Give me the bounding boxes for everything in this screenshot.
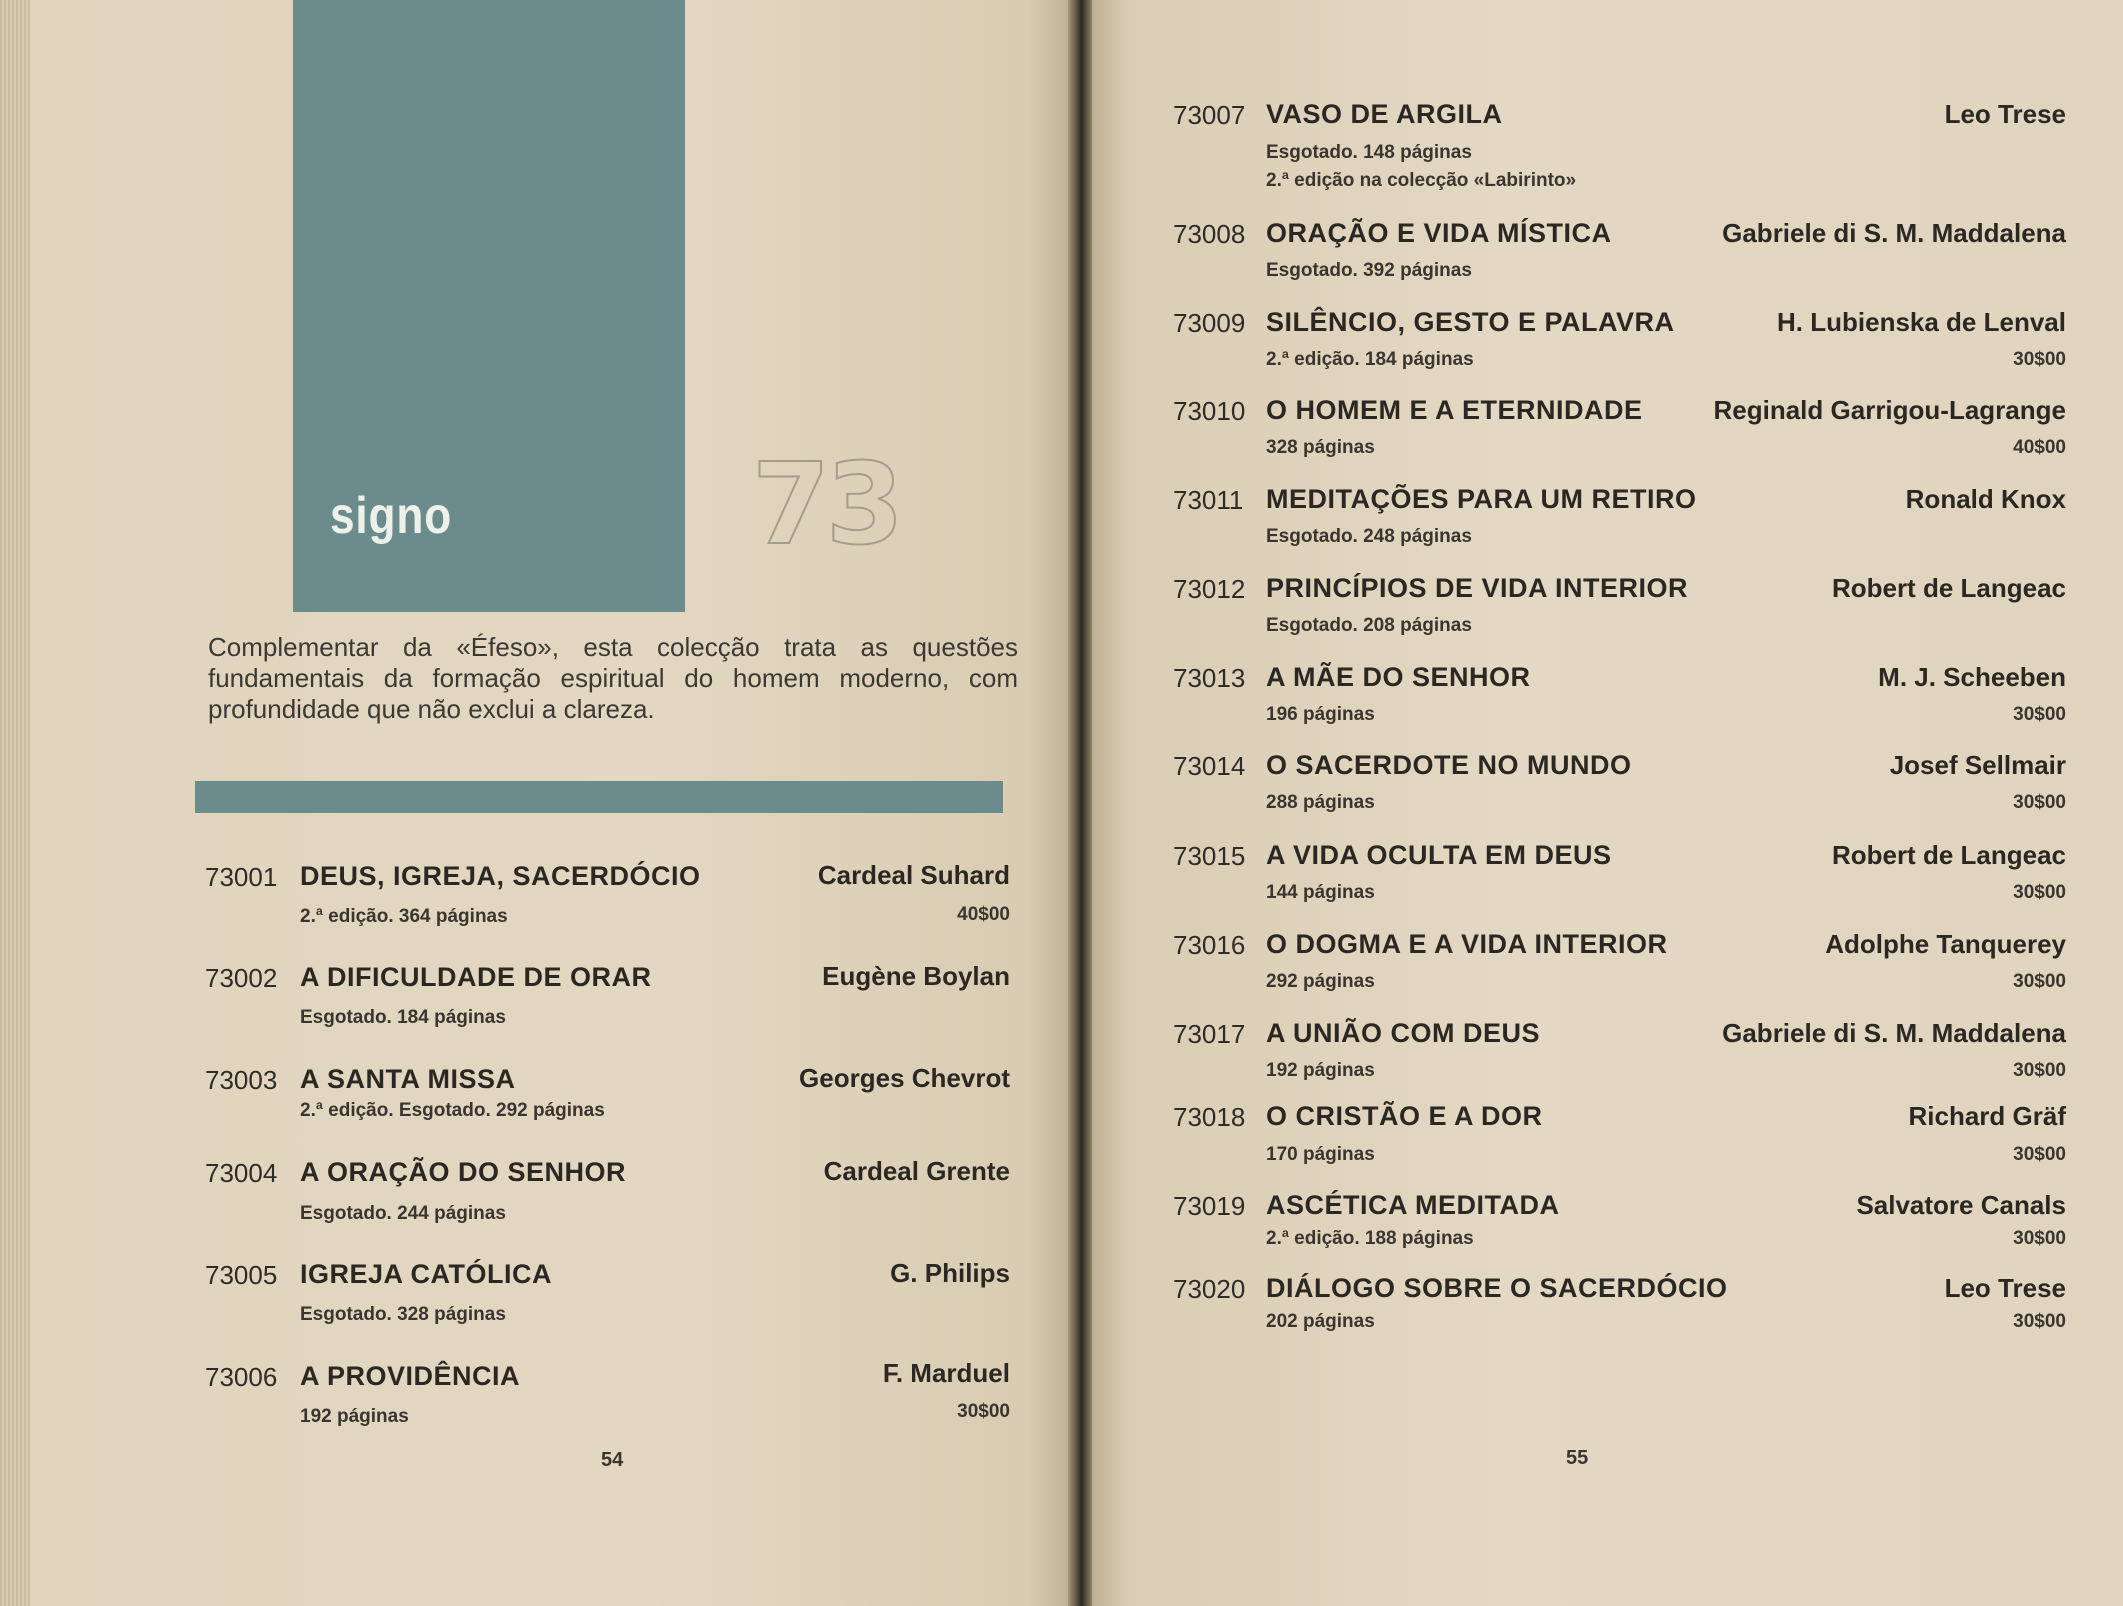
- entry-author: G. Philips: [890, 1258, 1010, 1288]
- entry-title: O SACERDOTE NO MUNDO: [1266, 750, 1632, 780]
- section-divider-bar: [195, 781, 1003, 813]
- entry-code: 73014: [1173, 751, 1246, 781]
- entry-code: 73016: [1173, 930, 1246, 960]
- entry-code: 73019: [1173, 1191, 1246, 1221]
- entry-code: 73005: [205, 1260, 278, 1290]
- entry-author: Salvatore Canals: [1856, 1190, 2066, 1220]
- entry-code: 73006: [205, 1362, 278, 1392]
- collection-number: 73: [752, 440, 900, 570]
- entry-price: 30$00: [957, 1401, 1010, 1422]
- entry-code: 73001: [205, 862, 278, 892]
- entry-title: A PROVIDÊNCIA: [300, 1361, 521, 1391]
- book-spine-gutter: [1068, 0, 1092, 1606]
- entry-title: DIÁLOGO SOBRE O SACERDÓCIO: [1266, 1273, 1728, 1303]
- entry-note: Esgotado. 184 páginas: [300, 1007, 506, 1028]
- entry-note-secondary: 2.ª edição na colecção «Labirinto»: [1266, 170, 1577, 191]
- entry-author: Adolphe Tanquerey: [1825, 929, 2066, 959]
- entry-note: 292 páginas: [1266, 971, 1375, 992]
- page-edge: [0, 0, 30, 1606]
- entry-code: 73015: [1173, 841, 1246, 871]
- entry-price: 30$00: [2013, 971, 2066, 992]
- entry-note: 288 páginas: [1266, 792, 1375, 813]
- entry-note: 2.ª edição. 364 páginas: [300, 906, 508, 927]
- entry-title: SILÊNCIO, GESTO E PALAVRA: [1266, 307, 1675, 337]
- entry-code: 73013: [1173, 663, 1246, 693]
- entry-title: A VIDA OCULTA EM DEUS: [1266, 840, 1612, 870]
- collection-intro: Complementar da «Éfeso», esta colecção trata as questões fundamentais da formação espiritual do homem moderno, com profundidade que não exclui a clareza.: [208, 632, 1018, 724]
- entry-title: A SANTA MISSA: [300, 1064, 516, 1094]
- entry-author: Gabriele di S. M. Maddalena: [1722, 1018, 2066, 1048]
- brand-logo: signo: [330, 487, 453, 545]
- entry-note: Esgotado. 244 páginas: [300, 1203, 506, 1224]
- entry-note: 328 páginas: [1266, 437, 1375, 458]
- entry-title: A MÃE DO SENHOR: [1266, 662, 1531, 692]
- entry-title: IGREJA CATÓLICA: [300, 1259, 553, 1289]
- entry-price: 40$00: [957, 904, 1010, 925]
- entry-title: A ORAÇÃO DO SENHOR: [300, 1157, 627, 1187]
- entry-note: 144 páginas: [1266, 882, 1375, 903]
- entry-title: O DOGMA E A VIDA INTERIOR: [1266, 929, 1668, 959]
- entry-code: 73012: [1173, 574, 1246, 604]
- entry-price: 30$00: [2013, 349, 2066, 370]
- entry-note: Esgotado. 248 páginas: [1266, 526, 1472, 547]
- page-number: 54: [601, 1449, 624, 1471]
- entry-title: O CRISTÃO E A DOR: [1266, 1101, 1543, 1131]
- entry-title: ORAÇÃO E VIDA MÍSTICA: [1266, 218, 1612, 248]
- entry-code: 73004: [205, 1158, 278, 1188]
- entry-note: 202 páginas: [1266, 1311, 1375, 1332]
- entry-author: Robert de Langeac: [1831, 840, 2066, 870]
- entry-price: 30$00: [2013, 1228, 2066, 1249]
- entry-title: O HOMEM E A ETERNIDADE: [1266, 395, 1643, 425]
- entry-author: Josef Sellmair: [1889, 750, 2066, 780]
- entry-title: A DIFICULDADE DE ORAR: [300, 962, 652, 992]
- entry-author: Eugène Boylan: [822, 961, 1010, 991]
- entry-code: 73002: [205, 963, 278, 993]
- entry-title: MEDITAÇÕES PARA UM RETIRO: [1266, 484, 1697, 514]
- entry-note: 196 páginas: [1266, 704, 1375, 725]
- entry-code: 73008: [1173, 219, 1246, 249]
- entry-note: 192 páginas: [1266, 1060, 1375, 1081]
- entry-code: 73007: [1173, 100, 1246, 130]
- entry-code: 73017: [1173, 1019, 1246, 1049]
- entry-note: 2.ª edição. 184 páginas: [1266, 349, 1474, 370]
- entry-author: Robert de Langeac: [1831, 573, 2066, 603]
- entry-code: 73020: [1173, 1274, 1246, 1304]
- entry-author: H. Lubienska de Lenval: [1777, 307, 2066, 337]
- entry-code: 73009: [1173, 308, 1246, 338]
- entry-author: Cardeal Grente: [823, 1156, 1010, 1186]
- entry-author: Leo Trese: [1944, 99, 2066, 129]
- entry-author: Georges Chevrot: [799, 1063, 1010, 1093]
- entry-title: PRINCÍPIOS DE VIDA INTERIOR: [1266, 573, 1689, 603]
- entry-title: DEUS, IGREJA, SACERDÓCIO: [300, 861, 701, 891]
- entry-note: 2.ª edição. 188 páginas: [1266, 1228, 1474, 1249]
- entry-code: 73010: [1173, 396, 1246, 426]
- entry-note: Esgotado. 208 páginas: [1266, 615, 1472, 636]
- entry-price: 30$00: [2013, 882, 2066, 903]
- entry-price: 30$00: [2013, 1311, 2066, 1332]
- entry-note: 170 páginas: [1266, 1144, 1375, 1165]
- entry-price: 40$00: [2013, 437, 2066, 458]
- entry-note: Esgotado. 148 páginas: [1266, 142, 1472, 163]
- entry-code: 73011: [1173, 485, 1244, 515]
- entry-note: 2.ª edição. Esgotado. 292 páginas: [300, 1100, 605, 1121]
- entry-note: 192 páginas: [300, 1406, 409, 1427]
- entry-author: M. J. Scheeben: [1878, 662, 2066, 692]
- entry-author: Cardeal Suhard: [817, 860, 1010, 890]
- entry-author: Reginald Garrigou-Lagrange: [1713, 395, 2066, 425]
- entry-title: VASO DE ARGILA: [1266, 99, 1503, 129]
- entry-price: 30$00: [2013, 1060, 2066, 1081]
- right-page: [1086, 0, 2123, 1606]
- entry-price: 30$00: [2013, 704, 2066, 725]
- entry-title: ASCÉTICA MEDITADA: [1266, 1190, 1560, 1220]
- entry-author: Gabriele di S. M. Maddalena: [1722, 218, 2066, 248]
- entry-author: Ronald Knox: [1905, 484, 2066, 514]
- entry-note: Esgotado. 392 páginas: [1266, 260, 1472, 281]
- entry-price: 30$00: [2013, 1144, 2066, 1165]
- entry-code: 73018: [1173, 1102, 1246, 1132]
- entry-note: Esgotado. 328 páginas: [300, 1304, 506, 1325]
- entry-author: F. Marduel: [882, 1358, 1010, 1388]
- entry-title: A UNIÃO COM DEUS: [1266, 1018, 1541, 1048]
- entry-author: Leo Trese: [1944, 1273, 2066, 1303]
- entry-code: 73003: [205, 1065, 278, 1095]
- entry-price: 30$00: [2013, 792, 2066, 813]
- entry-author: Richard Gräf: [1908, 1101, 2066, 1131]
- page-number: 55: [1566, 1447, 1589, 1469]
